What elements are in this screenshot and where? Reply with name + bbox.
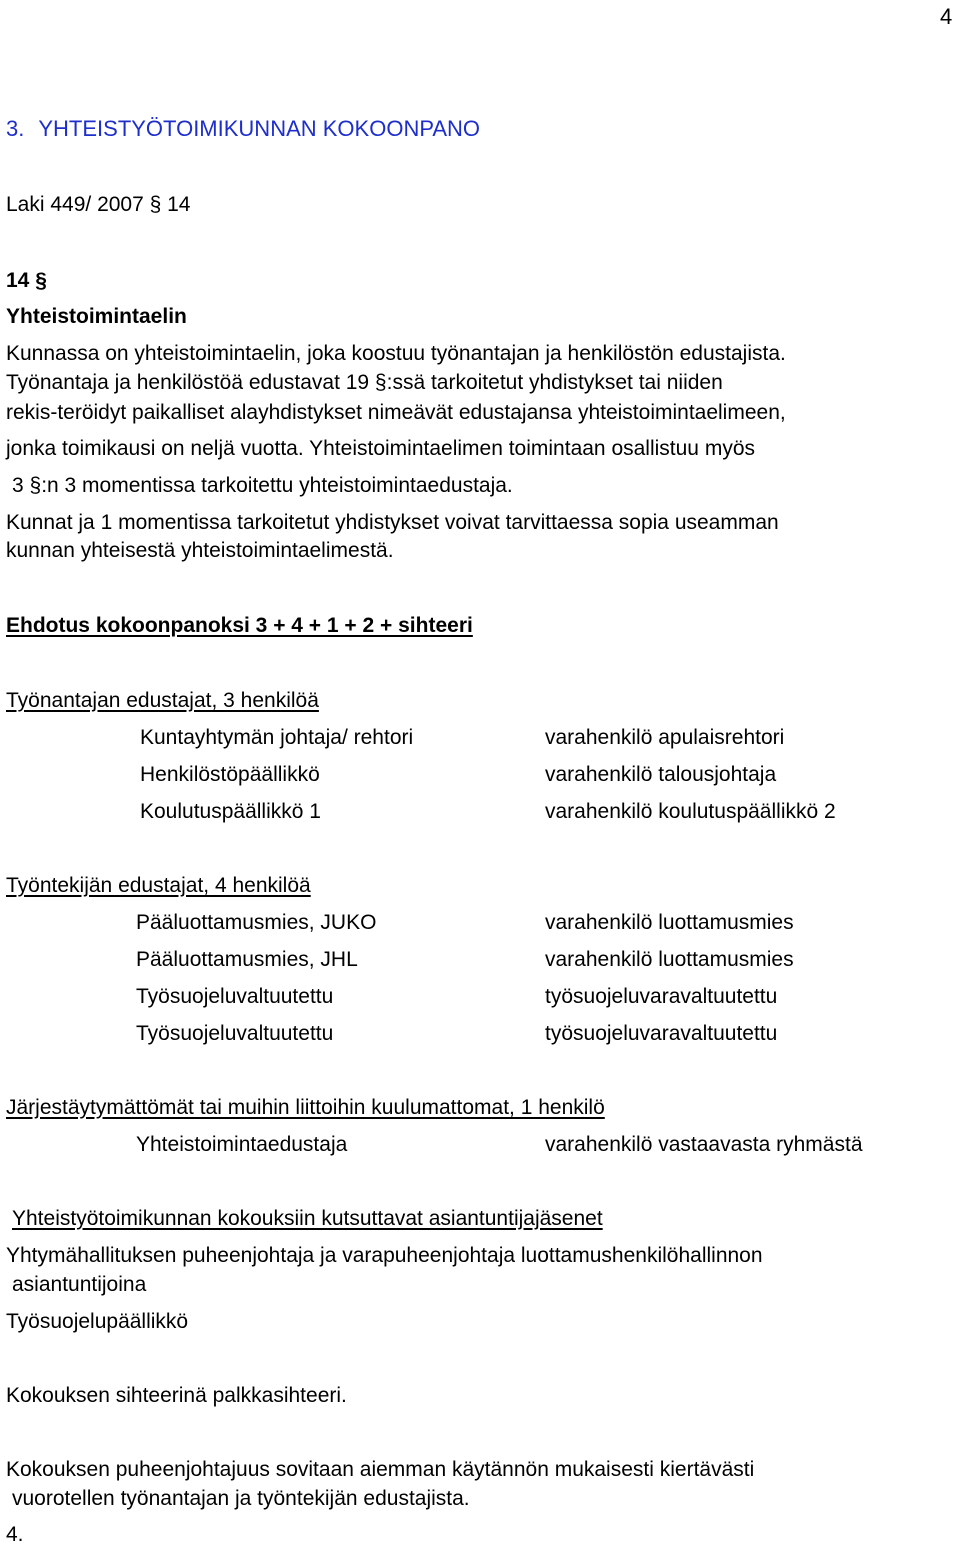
unorganized-member: Yhteistoimintaedustaja xyxy=(136,1133,348,1156)
experts-line: Työsuojelupäällikkö xyxy=(6,1310,189,1333)
employer-member: Koulutuspäällikkö 1 xyxy=(140,800,321,823)
proposal-heading: Ehdotus kokoonpanoksi 3 + 4 + 1 + 2 + sihteeri xyxy=(6,614,473,637)
employer-deputy: varahenkilö talousjohtaja xyxy=(545,763,777,786)
experts-line: Yhtymähallituksen puheenjohtaja ja varapuheenjohtaja luottamushenkilöhallinnon xyxy=(6,1244,763,1267)
employer-heading: Työnantajan edustajat, 3 henkilöä xyxy=(6,689,319,712)
employer-deputy: varahenkilö apulaisrehtori xyxy=(545,726,785,749)
section-number: 3. xyxy=(6,116,25,141)
paragraph-number: 14 § xyxy=(6,269,47,292)
section-title: YHTEISTYÖTOIMIKUNNAN KOKOONPANO xyxy=(38,116,481,141)
paragraph-line: jonka toimikausi on neljä vuotta. Yhteistoimintaelimen toimintaan osallistuu myös xyxy=(6,437,755,460)
employer-deputy: varahenkilö koulutuspäällikkö 2 xyxy=(545,800,836,823)
employee-deputy: varahenkilö luottamusmies xyxy=(545,948,794,971)
paragraph-line: Työnantaja ja henkilöstöä edustavat 19 §:ssä tarkoitetut yhdistykset tai niiden xyxy=(6,371,723,394)
employee-member: Työsuojeluvaltuutettu xyxy=(136,1022,334,1045)
secretary-note: Kokouksen sihteerinä palkkasihteeri. xyxy=(6,1384,347,1407)
law-reference: Laki 449/ 2007 § 14 xyxy=(6,193,191,216)
experts-line: asiantuntijoina xyxy=(12,1273,147,1296)
experts-heading: Yhteistyötoimikunnan kokouksiin kutsuttavat asiantuntijajäsenet xyxy=(12,1207,603,1230)
chair-line: Kokouksen puheenjohtajuus sovitaan aiemman käytännön mukaisesti kiertävästi xyxy=(6,1458,755,1481)
employee-heading: Työntekijän edustajat, 4 henkilöä xyxy=(6,874,311,897)
paragraph-title: Yhteistoimintaelin xyxy=(6,305,187,328)
employer-member: Henkilöstöpäällikkö xyxy=(140,763,320,786)
paragraph-line: kunnan yhteisestä yhteistoimintaelimestä. xyxy=(6,539,394,562)
unorganized-deputy: varahenkilö vastaavasta ryhmästä xyxy=(545,1133,863,1156)
section-heading xyxy=(6,116,494,142)
employer-member: Kuntayhtymän johtaja/ rehtori xyxy=(140,726,414,749)
paragraph-line: Kunnat ja 1 momentissa tarkoitetut yhdistykset voivat tarvittaessa sopia useamman xyxy=(6,511,779,534)
paragraph-line: 3 §:n 3 momentissa tarkoitettu yhteistoimintaedustaja. xyxy=(12,474,513,497)
employee-deputy: työsuojeluvaravaltuutettu xyxy=(545,1022,778,1045)
employee-member: Pääluottamusmies, JUKO xyxy=(136,911,377,934)
employee-deputy: varahenkilö luottamusmies xyxy=(545,911,794,934)
employee-deputy: työsuojeluvaravaltuutettu xyxy=(545,985,778,1008)
paragraph-line: Kunnassa on yhteistoimintaelin, joka koostuu työnantajan ja henkilöstön edustajista. xyxy=(6,342,786,365)
page-number: 4 xyxy=(940,4,953,29)
paragraph-line: rekis-teröidyt paikalliset alayhdistykset nimeävät edustajansa yhteistoimintaelimeen, xyxy=(6,401,786,424)
footer-number: 4. xyxy=(6,1523,24,1546)
unorganized-heading: Järjestäytymättömät tai muihin liittoihin kuulumattomat, 1 henkilö xyxy=(6,1096,605,1119)
employee-member: Työsuojeluvaltuutettu xyxy=(136,985,334,1008)
chair-line: vuorotellen työnantajan ja työntekijän edustajista. xyxy=(12,1487,470,1510)
employee-member: Pääluottamusmies, JHL xyxy=(136,948,358,971)
